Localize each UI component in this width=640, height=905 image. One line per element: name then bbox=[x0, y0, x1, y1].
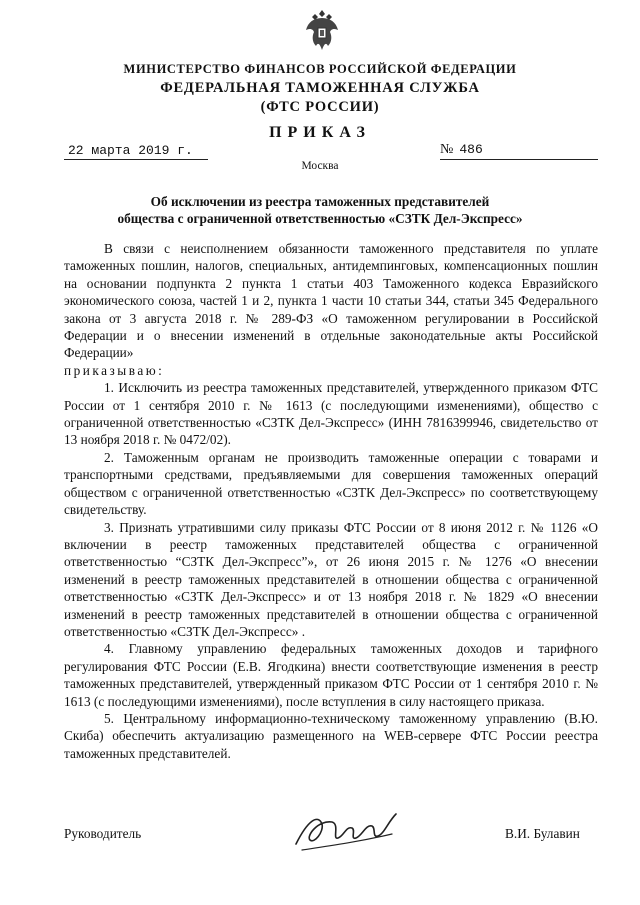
ministry-name: МИНИСТЕРСТВО ФИНАНСОВ РОССИЙСКОЙ ФЕДЕРАЦИИ bbox=[123, 62, 517, 76]
item-5: 5. Центральному информационно-техническому таможенному управлению (В.Ю. Скиба) обеспечить актуализацию размещенного на WEB-сервере ФТС России реестра таможенных представителей. bbox=[64, 710, 598, 761]
order-date: 22 марта 2019 г. bbox=[64, 143, 208, 160]
preamble: В связи с неисполнением обязанности таможенного представителя по уплате таможенных пошлин, налогов, специальных, антидемпинговых, компенсационных пошлин на основании подпункта 2 пункта 1 статьи 403 Таможенного кодекса Евразийского экономического союза, частей 1 и 2, пункта 1 части 10 статьи 344, статьи 345 Федерального закона от 3 августа 2018 г. № 289-ФЗ «О таможенном регулировании в Российской Федерации и о внесении изменений в отдельные законодательные акты Российской Федерации» bbox=[64, 241, 598, 361]
signer-position: Руководитель bbox=[64, 826, 142, 841]
service-abbr: (ФТС РОССИИ) bbox=[260, 99, 380, 115]
city: Москва bbox=[301, 160, 339, 172]
title-line-2: общества с ограниченной ответственностью «СЗТК Дел-Экспресс» bbox=[117, 211, 523, 226]
order-word: приказываю: bbox=[64, 362, 165, 378]
coat-of-arms-icon bbox=[304, 6, 340, 52]
title-line-1: Об исключении из реестра таможенных представителей bbox=[150, 194, 490, 209]
document-type: ПРИКАЗ bbox=[269, 124, 371, 141]
document-title bbox=[60, 193, 580, 227]
item-2: 2. Таможенным органам не производить таможенные операции с товарами и транспортными средствами, предъявляемыми для совершения таможенных операций обществом с ограниченной ответственностью «СЗТК Дел-Экспресс» по соответствующему свидетельству. bbox=[64, 449, 598, 518]
signer-name: В.И. Булавин bbox=[505, 826, 580, 841]
item-1: 1. Исключить из реестра таможенных представителей, утвержденного приказом ФТС России от 1 сентября 2010 г. № 1613 (с последующими изменениями), общество с ограниченной ответственностью «СЗТК Дел-Экспресс» (ИНН 7816399946, свидетельство от 13 ноября 2018 г. № 0472/02). bbox=[64, 380, 598, 448]
item-3: 3. Признать утратившими силу приказы ФТС России от 8 июня 2012 г. № 1126 «О включении в реестр таможенных представителей общества с ограниченной ответственностью “СЗТК Дел-Экспресс”», от 26 июня 2015 г. № 1276 «О внесении изменений в реестр таможенных представителей в отношении общества с ограниченной ответственностью «СЗТК Дел-Экспресс» и от 13 ноября 2018 г. № 1829 «О внесении изменений в реестр таможенных представителей в отношении общества с ограниченной ответственностью «СЗТК Дел-Экспресс» . bbox=[64, 519, 598, 639]
handwritten-signature bbox=[288, 800, 408, 860]
document-body bbox=[64, 240, 598, 762]
service-name: ФЕДЕРАЛЬНАЯ ТАМОЖЕННАЯ СЛУЖБА bbox=[160, 80, 480, 96]
order-number bbox=[440, 142, 598, 160]
number-label: № bbox=[440, 142, 454, 157]
item-4: 4. Главному управлению федеральных таможенных доходов и тарифного регулирования ФТС России (Е.В. Ягодкина) внести соответствующие изменения в реестр таможенных представителей, утвержденный приказом ФТС России от 1 сентября 2010 г. № 1613 (с последующими изменениями), после вступления в силу настоящего приказа. bbox=[64, 641, 598, 709]
number-value: 486 bbox=[459, 142, 483, 157]
